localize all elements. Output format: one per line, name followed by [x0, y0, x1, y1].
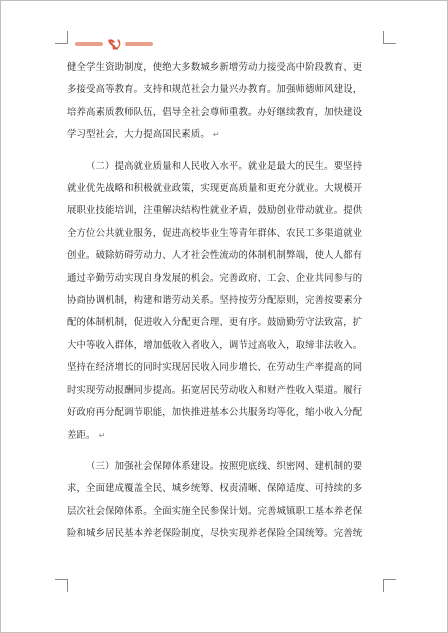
text-line: 健全学生资助制度，使绝大多数城乡新增劳动力接受高中阶段教育、更 — [67, 62, 363, 73]
paragraph-mark-icon: ↵ — [212, 130, 220, 140]
text-line — [67, 425, 385, 447]
text-line: 好政府再分配调节职能，加快推进基本公共服务均等化，缩小收入分配 — [67, 407, 363, 419]
text-line: 协商协调机制，构建和谐劳动关系。坚持按劳分配原则，完善按要素分 — [67, 295, 363, 307]
paragraph-1 — [67, 57, 385, 147]
text-line: 时实现劳动报酬同步提高。拓宽居民劳动收入和财产性收入渠道。履行 — [67, 384, 363, 396]
paragraph-3 — [67, 456, 385, 546]
text-line: （二）提高就业质量和人民收入水平。就业是最大的民生。要坚持 — [86, 160, 363, 172]
paragraph-mark-icon: ↵ — [98, 430, 106, 440]
crop-mark-top-right — [383, 31, 396, 44]
text-line: 坚持在经济增长的同时实现居民收入同步增长、在劳动生产率提高的同 — [67, 362, 363, 374]
text-line-content: 学习型社会，大力提高国民素质。 — [67, 129, 210, 141]
text-line: 就业优先战略和积极就业政策，实现更高质量和更充分就业。大规模开 — [67, 183, 363, 195]
text-line — [67, 124, 385, 146]
crop-mark-top-left — [55, 31, 68, 44]
document-body — [67, 57, 385, 546]
text-line: 培养高素质教师队伍，倡导全社会尊师重教。办好继续教育，加快建设 — [67, 106, 363, 118]
crop-mark-bottom-left — [55, 579, 68, 592]
text-line: 全方位公共就业服务，促进高校毕业生等青年群体、农民工多渠道就业 — [67, 227, 363, 239]
text-line: 大中等收入群体，增加低收入者收入，调节过高收入，取缔非法收入。 — [67, 339, 363, 351]
crop-mark-bottom-right — [383, 579, 396, 592]
text-line: 创业。破除妨碍劳动力、人才社会性流动的体制机制弊端，使人人都有 — [67, 250, 363, 262]
text-line-content: 差距。 — [67, 429, 96, 441]
text-line: 层次社会保障体系。全面实施全民参保计划。完善城镇职工基本养老保 — [67, 505, 363, 517]
text-line: 展职业技能培训，注重解决结构性就业矛盾，鼓励创业带动就业。提供 — [67, 205, 363, 217]
party-emblem-header-icon — [75, 37, 153, 51]
text-line: 险和城乡居民基本养老保险制度，尽快实现养老保险全国统筹。完善统 — [67, 528, 363, 540]
text-line: 通过辛勤劳动实现自身发展的机会。完善政府、工会、企业共同参与的 — [67, 272, 363, 284]
text-line: 配的体制机制，促进收入分配更合理、更有序。鼓励勤劳守法致富，扩 — [67, 317, 363, 329]
text-line: （三）加强社会保障体系建设。按照兜底线、织密网、建机制的要 — [86, 460, 363, 472]
text-line: 求，全面建成覆盖全民、城乡统筹、权责清晰、保障适度、可持续的多 — [67, 483, 363, 495]
text-line: 多接受高等教育。支持和规范社会力量兴办教育。加强师德师风建设， — [67, 84, 363, 96]
paragraph-2 — [67, 156, 385, 447]
